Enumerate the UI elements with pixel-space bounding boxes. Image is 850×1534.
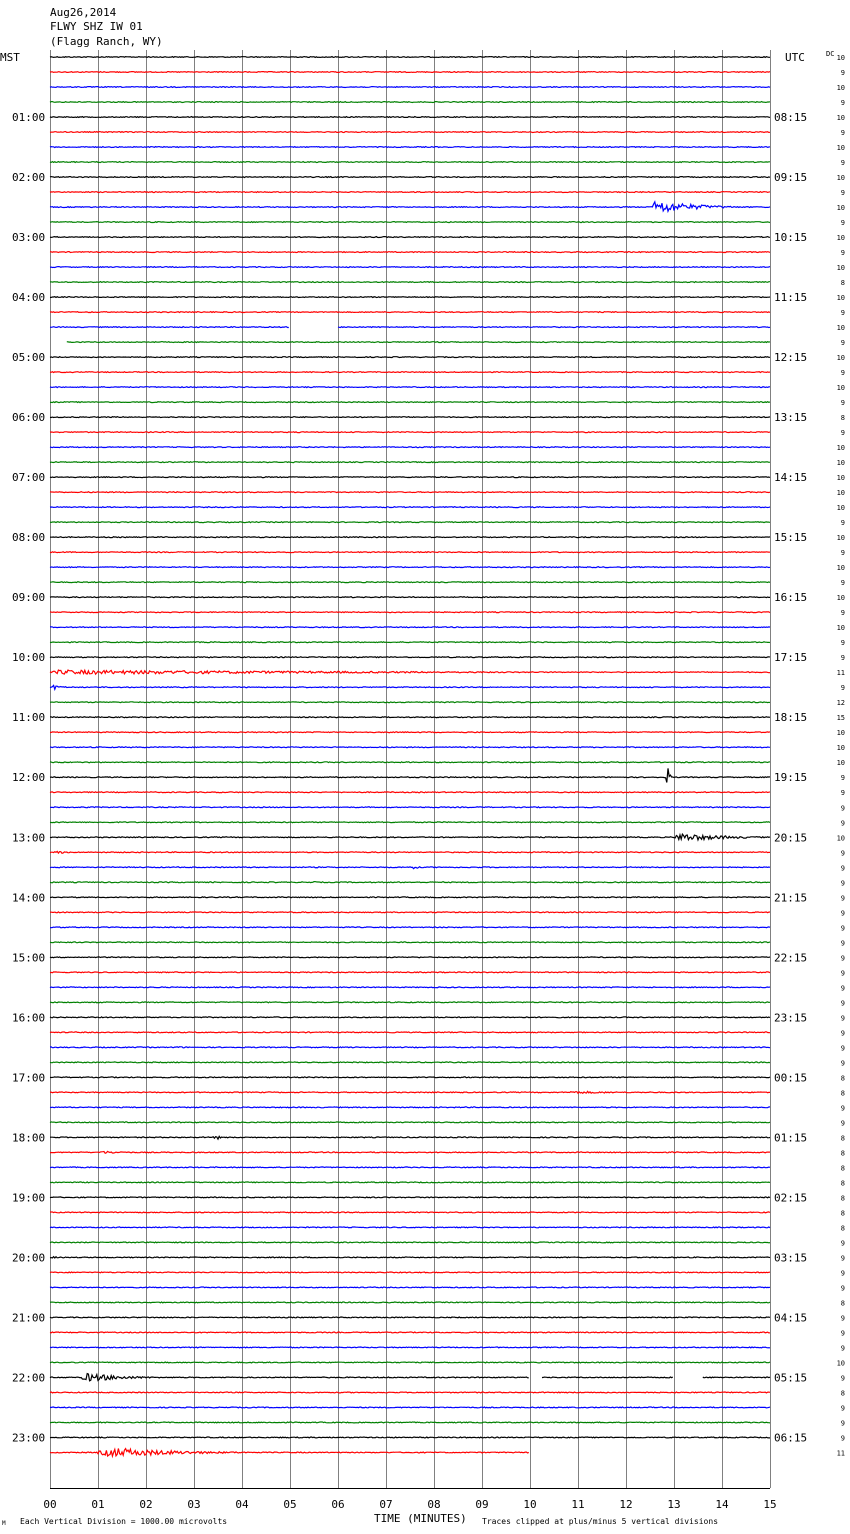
- dc-offset-label: 8: [840, 1089, 845, 1098]
- utc-axis-label: UTC: [785, 51, 805, 64]
- mst-hour-label: 13:00: [12, 831, 46, 845]
- trace-line: [50, 297, 770, 298]
- x-tick-label: 15: [763, 1498, 777, 1511]
- mst-hour-label: 22:00: [12, 1371, 46, 1385]
- utc-hour-label: 09:15: [774, 171, 808, 185]
- dc-offset-label: 9: [840, 819, 845, 828]
- trace-line: [50, 1392, 770, 1393]
- dc-offset-label: 10: [836, 354, 845, 363]
- trace-line: [50, 1437, 770, 1438]
- dc-offset-label: 9: [840, 549, 845, 558]
- dc-offset-label: 9: [840, 969, 845, 978]
- utc-hour-label: 03:15: [774, 1251, 808, 1265]
- trace-line: [50, 747, 770, 748]
- trace-line: [50, 851, 770, 853]
- dc-offset-label: 9: [840, 249, 845, 258]
- dc-offset-label: 9: [840, 849, 845, 858]
- dc-offset-label: 9: [840, 639, 845, 648]
- dc-offset-label: 8: [840, 1194, 845, 1203]
- utc-hour-label: 15:15: [774, 531, 808, 545]
- trace-line: [50, 282, 770, 283]
- x-tick-label: 09: [475, 1498, 489, 1511]
- trace-line: [50, 87, 770, 88]
- dc-offset-label: 9: [840, 69, 845, 78]
- trace-line: [50, 1272, 770, 1273]
- trace-line: [50, 897, 770, 898]
- dc-offset-label: 9: [840, 684, 845, 693]
- mst-hour-label: 18:00: [12, 1131, 46, 1145]
- mst-hour-label: 20:00: [12, 1251, 46, 1265]
- dc-offset-label: 10: [836, 759, 845, 768]
- trace-line: [50, 822, 770, 823]
- trace-line: [50, 1374, 770, 1381]
- utc-hour-labels: [774, 111, 807, 1444]
- trace-line: [50, 102, 770, 103]
- dc-offset-label: 10: [836, 729, 845, 738]
- dc-offset-label: 10: [836, 444, 845, 453]
- dc-offset-label: 9: [840, 1374, 845, 1383]
- dc-offset-label: 10: [836, 744, 845, 753]
- mst-hour-label: 04:00: [12, 291, 46, 305]
- x-tick-label: 02: [139, 1498, 153, 1511]
- x-tick-label: 03: [187, 1498, 201, 1511]
- trace-line: [50, 702, 770, 703]
- mst-hour-labels: [12, 111, 45, 1444]
- dc-offset-label: 9: [840, 864, 845, 873]
- dc-offset-label: 10: [836, 834, 845, 843]
- trace-line: [50, 567, 770, 568]
- dc-offset-label: 10: [836, 564, 845, 573]
- utc-hour-label: 22:15: [774, 951, 808, 965]
- trace-line: [50, 627, 770, 628]
- utc-hour-label: 00:15: [774, 1071, 808, 1085]
- trace-line: [50, 417, 770, 418]
- x-tick-label: 06: [331, 1498, 345, 1511]
- dc-offset-label: 9: [840, 789, 845, 798]
- dc-offset-label: 9: [840, 429, 845, 438]
- mst-hour-label: 08:00: [12, 531, 46, 545]
- dc-offset-label: 8: [840, 414, 845, 423]
- dc-offset-label: 10: [836, 384, 845, 393]
- utc-hour-label: 10:15: [774, 231, 808, 245]
- dc-offset-label: 8: [840, 1179, 845, 1188]
- mst-hour-label: 02:00: [12, 171, 46, 185]
- utc-hour-label: 05:15: [774, 1371, 808, 1385]
- utc-hour-label: 12:15: [774, 351, 808, 365]
- dc-offset-label: 8: [840, 1389, 845, 1398]
- trace-line: [50, 312, 770, 313]
- trace-line: [50, 117, 770, 118]
- trace-line: [50, 372, 770, 373]
- plot-date: Aug26,2014: [50, 6, 117, 19]
- x-tick-label: 14: [715, 1498, 729, 1511]
- trace-line: [50, 1347, 770, 1348]
- mst-hour-label: 01:00: [12, 111, 46, 125]
- dc-offset-label: 9: [840, 909, 845, 918]
- trace-line: [50, 552, 770, 553]
- dc-offset-label: 9: [840, 309, 845, 318]
- dc-offset-label: 8: [840, 1209, 845, 1218]
- trace-line: [50, 1449, 770, 1457]
- dc-offset-label: 9: [840, 1434, 845, 1443]
- trace-line: [50, 670, 770, 674]
- trace-line: [50, 1407, 770, 1408]
- trace-line: [50, 387, 770, 388]
- trace-line: [50, 685, 770, 689]
- dc-offset-label: 9: [840, 579, 845, 588]
- dc-offset-label: 10: [836, 204, 845, 213]
- trace-line: [50, 237, 770, 238]
- mst-axis-label: MST: [0, 51, 20, 64]
- dc-offset-label: 10: [836, 54, 845, 62]
- dc-offset-label: 9: [840, 1314, 845, 1323]
- trace-line: [50, 1002, 770, 1003]
- dc-offset-label: 9: [840, 954, 845, 963]
- dc-offset-label: 10: [836, 114, 845, 123]
- trace-line: [50, 222, 770, 223]
- trace-line: [50, 57, 770, 58]
- trace-line: [50, 768, 770, 782]
- utc-hour-label: 17:15: [774, 651, 808, 665]
- dc-offset-label: 8: [840, 1164, 845, 1173]
- mst-hour-label: 17:00: [12, 1071, 46, 1085]
- trace-line: [50, 1257, 770, 1258]
- trace-line: [50, 807, 770, 808]
- dc-offset-label: 10: [836, 489, 845, 498]
- trace-line: [50, 1287, 770, 1288]
- trace-line: [67, 342, 770, 343]
- dc-offset-label: 11: [836, 669, 845, 678]
- dc-offset-label: 9: [840, 984, 845, 993]
- trace-line: [50, 1077, 770, 1078]
- trace-line: [50, 612, 770, 613]
- trace-line: [50, 477, 770, 478]
- x-tick-label: 04: [235, 1498, 249, 1511]
- trace-line: [50, 1197, 770, 1198]
- trace-line: [50, 522, 770, 523]
- seismic-traces: [50, 57, 770, 1457]
- trace-line: [50, 1047, 770, 1048]
- utc-hour-label: 14:15: [774, 471, 808, 485]
- mst-hour-label: 11:00: [12, 711, 46, 725]
- dc-offset-label: 9: [840, 519, 845, 528]
- trace-line: [50, 507, 770, 508]
- utc-hour-label: 20:15: [774, 831, 808, 845]
- dc-offset-label: 9: [840, 1269, 845, 1278]
- dc-offset-label: 11: [836, 1449, 845, 1458]
- dc-offset-label: 9: [840, 1344, 845, 1353]
- trace-line: [50, 1136, 770, 1139]
- trace-line: [50, 492, 770, 493]
- trace-line: [50, 1017, 770, 1018]
- trace-line: [50, 867, 770, 869]
- utc-hour-label: 02:15: [774, 1191, 808, 1205]
- dc-offset-label: 8: [840, 1074, 845, 1083]
- dc-offset-label: 15: [836, 714, 845, 723]
- trace-line: [50, 912, 770, 913]
- x-tick-label: 13: [667, 1498, 681, 1511]
- trace-line: [50, 432, 770, 433]
- mst-hour-label: 10:00: [12, 651, 46, 665]
- trace-line: [50, 957, 770, 958]
- dc-offset-label: 10: [836, 474, 845, 483]
- dc-offset-label: 8: [840, 1134, 845, 1143]
- dc-offset-label: 9: [840, 1284, 845, 1293]
- trace-line: [50, 942, 770, 943]
- trace-line: [50, 927, 770, 928]
- trace-line: [50, 462, 770, 463]
- trace-line: [50, 657, 770, 658]
- dc-offset-label: 9: [840, 159, 845, 168]
- x-tick-label: 07: [379, 1498, 393, 1511]
- dc-offset-label: 9: [840, 939, 845, 948]
- mst-hour-label: 05:00: [12, 351, 46, 365]
- dc-offset-label: 10: [836, 84, 845, 93]
- trace-line: [50, 987, 770, 988]
- utc-hour-label: 23:15: [774, 1011, 808, 1025]
- trace-line: [50, 1091, 770, 1093]
- trace-line: [50, 162, 770, 163]
- trace-line: [50, 1212, 770, 1213]
- utc-hour-label: 04:15: [774, 1311, 808, 1325]
- footer-mark: M: [2, 1520, 6, 1527]
- dc-offset-label: 10: [836, 594, 845, 603]
- dc-offset-label: 9: [840, 219, 845, 228]
- dc-offset-label: 9: [840, 1029, 845, 1038]
- x-tick-labels: [43, 1498, 776, 1511]
- trace-line: [50, 357, 770, 358]
- dc-offset-label: 10: [836, 144, 845, 153]
- trace-line: [50, 1062, 770, 1063]
- utc-hour-label: 16:15: [774, 591, 808, 605]
- dc-offset-label: 9: [840, 1239, 845, 1248]
- dc-offset-label: 10: [836, 324, 845, 333]
- dc-offset-label: 9: [840, 894, 845, 903]
- dc-offset-label: 10: [836, 294, 845, 303]
- mst-hour-label: 15:00: [12, 951, 46, 965]
- trace-line: [50, 177, 770, 178]
- dc-offset-label: 9: [840, 1254, 845, 1263]
- x-tick-label: 12: [619, 1498, 633, 1511]
- trace-line: [50, 1107, 770, 1108]
- dc-offset-label: 9: [840, 999, 845, 1008]
- trace-line: [50, 732, 770, 733]
- dc-offset-label: 9: [840, 129, 845, 138]
- x-axis-label: TIME (MINUTES): [374, 1512, 467, 1525]
- trace-line: [50, 1332, 770, 1333]
- dc-offset-label: 9: [840, 804, 845, 813]
- dc-offset-label: 8: [840, 1299, 845, 1308]
- mst-hour-label: 03:00: [12, 231, 46, 245]
- dc-offset-label: 10: [836, 459, 845, 468]
- trace-line: [50, 132, 770, 133]
- station-location: (Flagg Ranch, WY): [50, 35, 163, 48]
- trace-line: [50, 72, 770, 73]
- trace-line: [50, 582, 770, 583]
- dc-offset-label: 9: [840, 99, 845, 108]
- utc-hour-label: 06:15: [774, 1431, 808, 1445]
- mst-hour-label: 07:00: [12, 471, 46, 485]
- trace-line: [50, 1122, 770, 1123]
- dc-offset-label: 9: [840, 399, 845, 408]
- dc-offset-label: 9: [840, 1419, 845, 1428]
- dc-offset-label: 9: [840, 1329, 845, 1338]
- dc-offset-labels: [837, 54, 845, 1457]
- x-tick-label: 00: [43, 1498, 57, 1511]
- utc-hour-label: 18:15: [774, 711, 808, 725]
- trace-line: [50, 1167, 770, 1168]
- dc-offset-label: 10: [836, 504, 845, 513]
- utc-hour-label: 21:15: [774, 891, 808, 905]
- dc-offset-label: 9: [840, 1044, 845, 1053]
- trace-line: [50, 1182, 770, 1183]
- utc-hour-label: 13:15: [774, 411, 808, 425]
- x-tick-label: 10: [523, 1498, 537, 1511]
- dc-offset-label: 9: [840, 879, 845, 888]
- x-tick-label: 05: [283, 1498, 297, 1511]
- mst-hour-label: 12:00: [12, 771, 46, 785]
- trace-line: [50, 402, 770, 403]
- trace-line: [50, 642, 770, 643]
- dc-offset-label: 9: [840, 1059, 845, 1068]
- trace-line: [50, 762, 770, 763]
- utc-hour-label: 19:15: [774, 771, 808, 785]
- x-tick-label: 08: [427, 1498, 441, 1511]
- dc-offset-label: 9: [840, 1404, 845, 1413]
- dc-offset-label: 9: [840, 1014, 845, 1023]
- trace-line: [50, 717, 770, 718]
- dc-offset-label: 8: [840, 1224, 845, 1233]
- x-tick-label: 01: [91, 1498, 105, 1511]
- trace-line: [50, 1302, 770, 1303]
- trace-line: [50, 792, 770, 793]
- dc-offset-label: 12: [836, 699, 845, 708]
- trace-line: [50, 1151, 770, 1153]
- dc-offset-label: 10: [836, 624, 845, 633]
- trace-line: [50, 972, 770, 973]
- dc-offset-label: 8: [840, 1149, 845, 1158]
- trace-line: [50, 192, 770, 193]
- trace-line: [50, 447, 770, 448]
- dc-offset-label: 9: [840, 1104, 845, 1113]
- trace-line: [50, 1422, 770, 1423]
- dc-label: DC: [826, 50, 835, 58]
- dc-offset-label: 9: [840, 654, 845, 663]
- trace-line: [50, 252, 770, 253]
- trace-line: [50, 1242, 770, 1243]
- mst-hour-label: 06:00: [12, 411, 46, 425]
- dc-offset-label: 9: [840, 1119, 845, 1128]
- trace-line: [50, 834, 770, 840]
- dc-offset-label: 9: [840, 339, 845, 348]
- trace-line: [50, 327, 770, 328]
- dc-offset-label: 9: [840, 609, 845, 618]
- dc-offset-label: 10: [836, 264, 845, 273]
- mst-hour-label: 16:00: [12, 1011, 46, 1025]
- trace-line: [50, 882, 770, 883]
- dc-offset-label: 8: [840, 279, 845, 288]
- trace-line: [50, 1227, 770, 1228]
- dc-offset-label: 10: [836, 534, 845, 543]
- dc-offset-label: 10: [836, 234, 845, 243]
- dc-offset-label: 9: [840, 774, 845, 783]
- mst-hour-label: 23:00: [12, 1431, 46, 1445]
- station-code: FLWY SHZ IW 01: [50, 20, 143, 33]
- mst-hour-label: 14:00: [12, 891, 46, 905]
- x-tick-label: 11: [571, 1498, 585, 1511]
- trace-line: [50, 1362, 770, 1363]
- utc-hour-label: 01:15: [774, 1131, 808, 1145]
- trace-line: [50, 147, 770, 148]
- dc-offset-label: 10: [836, 1359, 845, 1368]
- mst-hour-label: 09:00: [12, 591, 46, 605]
- dc-offset-label: 10: [836, 174, 845, 183]
- mst-hour-label: 21:00: [12, 1311, 46, 1325]
- mst-hour-label: 19:00: [12, 1191, 46, 1205]
- clip-note: Traces clipped at plus/minus 5 vertical divisions: [482, 1517, 719, 1526]
- trace-line: [50, 1317, 770, 1318]
- utc-hour-label: 11:15: [774, 291, 808, 305]
- dc-offset-label: 9: [840, 189, 845, 198]
- trace-line: [50, 537, 770, 538]
- trace-line: [50, 267, 770, 268]
- trace-line: [50, 202, 770, 211]
- dc-offset-label: 9: [840, 924, 845, 933]
- dc-offset-label: 9: [840, 369, 845, 378]
- scale-note: Each Vertical Division = 1000.00 microvolts: [20, 1517, 228, 1526]
- trace-line: [50, 597, 770, 598]
- trace-line: [50, 1032, 770, 1033]
- utc-hour-label: 08:15: [774, 111, 808, 125]
